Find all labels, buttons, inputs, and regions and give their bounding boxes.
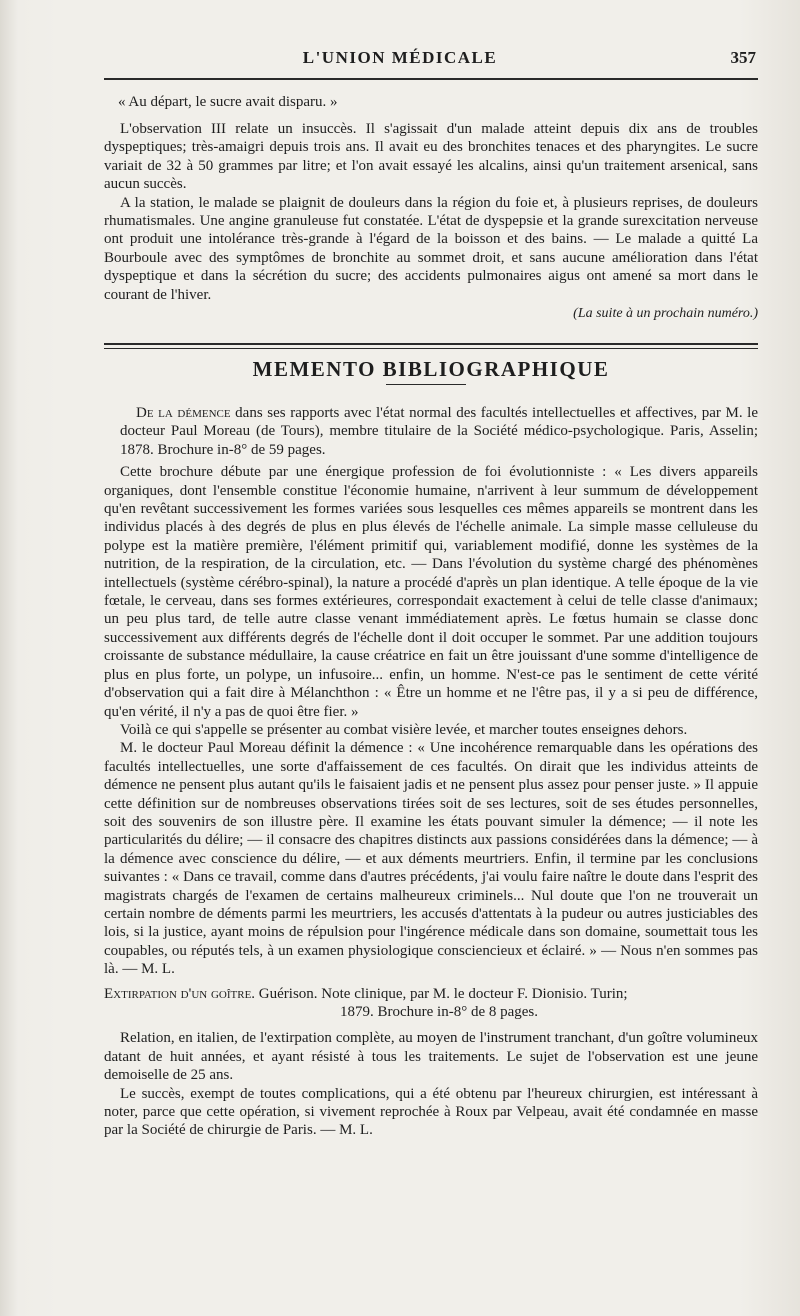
entry-1-paragraph-2: Voilà ce qui s'appelle se présenter au combat visière levée, et marcher toutes enseignes dehors. xyxy=(120,721,688,738)
entry-1-paragraph-1: Cette brochure débute par une énergique profession de foi évolutionniste : « Les divers appareils organiques, dont l'ensemble constitue l'économie humaine, n'arrivent à leur summum de développement qu'en revêtant successivement les formes variées sous lesquelles ces mêmes appareils se montrent dans les individus placés à des degrés de plus en plus élevés de l'échelle animale. La simple masse celluleuse du polype est la matière première, l'élément primitif qui, variablement modifié, donne les systèmes de la nutrition, de la respiration, de la circulation, etc. — Dans l'évolution du système chargé des phénomènes intellectuels (système cérébro-spinal), la nature a procédé d'après un plan identique. A telle époque de la vie fœtale, le cerveau, dans ses formes extérieures, correspondait exactement à celui de telle classe d'animaux; un peu plus tard, de telle autre classe venant immédiatement après. Le fœtus humain se classe donc successivement aux différents degrés de l'échelle dont il doit occuper le sommet. Par une addition toujours croissante de substance médullaire, la cause créatrice en fait un être jouissant d'une somme d'intelligence de plus en plus forte, un polype, un infusoire... enfin, un homme. N'est-ce pas le sentiment de cette vérité d'observation qui a fait dire à Mélanchthon : « Être un homme et ne l'être pas, il y a si peu de différence, qu'en vérité, il n'y a pas de quoi être fier. » xyxy=(104,464,758,720)
entry-2-paragraph-1: Relation, en italien, de l'extirpation complète, au moyen de l'instrument tranchant, d'un goître volumineux datant de huit années, et ayant résisté à tous les traitements. Le sujet de l'observation est une jeune demoiselle de 25 ans. xyxy=(104,1030,758,1084)
section-title-underline xyxy=(386,384,466,385)
header-rule xyxy=(104,78,758,80)
entry-1-heading xyxy=(104,404,758,459)
quote-line: « Au départ, le sucre avait disparu. » xyxy=(118,94,338,110)
entry-1-title: De la démence xyxy=(136,405,231,421)
entry-1-citation: dans ses rapports avec l'état normal des facultés intellectuelles et affectives, par M. le docteur Paul Moreau (de Tours), membre titulaire de la Société médico-psychologique. Paris, Asselin; 1878. Brochure in-8° de 59 pages. xyxy=(120,405,758,458)
entry-2-heading xyxy=(104,985,758,1003)
entry-2-citation-line-2: 1879. Brochure in-8° de 8 pages. xyxy=(339,1004,539,1020)
entry-2-citation: Guérison. Note clinique, par M. le docteur F. Dionisio. Turin; xyxy=(255,985,628,1002)
observation-paragraph-2: A la station, le malade se plaignit de douleurs dans la région du foie et, à plusieurs reprises, de douleurs rhumatismales. Une angine granuleuse fut constatée. L'état de dyspepsie et la grande surexcitation nerveuse ont produit une intolérance très-grande à l'égard de la boisson et des bains. — Le malade a quitté La Bourboule avec des symptômes de bronchite au sommet droit, et sans aucune amélioration dans l'état dyspeptique et dans la sécrétion du sucre; des accidents pulmonaires aigus ont amené sa mort dans le courant de l'hiver. xyxy=(104,194,758,303)
observation-paragraph-1: L'observation III relate un insuccès. Il s'agissait d'un malade atteint depuis dix ans de troubles dyspeptiques; très-amaigri depuis trois ans. Il avait eu des bronchites tenaces et des pharyngites. Le sucre variait de 32 à 50 grammes par litre; et l'on avait essayé les alcalins, ainsi qu'un traitement arsenical, sans aucun succès. xyxy=(104,121,758,193)
section-rule-thick xyxy=(104,343,758,345)
page-number: 357 xyxy=(730,48,756,67)
observation-block xyxy=(104,120,758,323)
running-title: L'UNION MÉDICALE xyxy=(302,48,498,67)
entry-1-paragraph-3: M. le docteur Paul Moreau définit la démence : « Une incohérence remarquable dans les opérations des facultés intellectuelles, une sorte d'affaissement de ces facultés. On dirait que les individus atteints de démence ne pensent plus autant qu'ils le faisaient jadis et ne pensent plus assez pour penser juste. » Il appuie cette définition sur de nombreuses observations tirées soit de ses lectures, soit de ses études personnelles, soit des souvenirs de son illustre père. Il examine les états pouvant simuler la démence; — il note les particularités du délire; — il consacre des chapitres distincts aux passions considérées dans la démence; — à la démence avec conscience du délire, — et aux déments meurtriers. Enfin, il termine par les conclusions suivantes : « Dans ce travail, comme dans d'autres précédents, j'ai voulu faire naître le doute dans l'esprit des magistrats chargés de l'examen de certains malheureux criminels... Nul doute que l'on ne trouverait un certain nombre de déments parmi les meurtriers, les accusés d'attentats à la pudeur ou autres justiciables des lois, si la justice, ayant moins de répulsion pour l'ingérence médicale dans son domaine, soumettait tous les coupables, ou réputés tels, à un examen physiologique consciencieux et éclairé. » — Nous n'en sommes pas là. — M. L. xyxy=(104,740,758,978)
entry-2-paragraph-2: Le succès, exempt de toutes complications, qui a été obtenu par l'heureux chirurgien, est intéressant à noter, parce que cette opération, si vivement reprochée à Roux par Velpeau, avait été condamnée en masse par la Société de chirurgie de Paris. — M. L. xyxy=(104,1085,758,1139)
bibliography-entries xyxy=(104,404,758,1140)
entry-2-title: Extirpation d'un goître. xyxy=(104,985,256,1002)
section-title: MEMENTO BIBLIOGRAPHIQUE xyxy=(252,357,610,381)
page-header xyxy=(0,48,800,72)
continuation-note: (La suite à un prochain numéro.) xyxy=(573,306,758,322)
section-rule-thin xyxy=(104,348,758,349)
